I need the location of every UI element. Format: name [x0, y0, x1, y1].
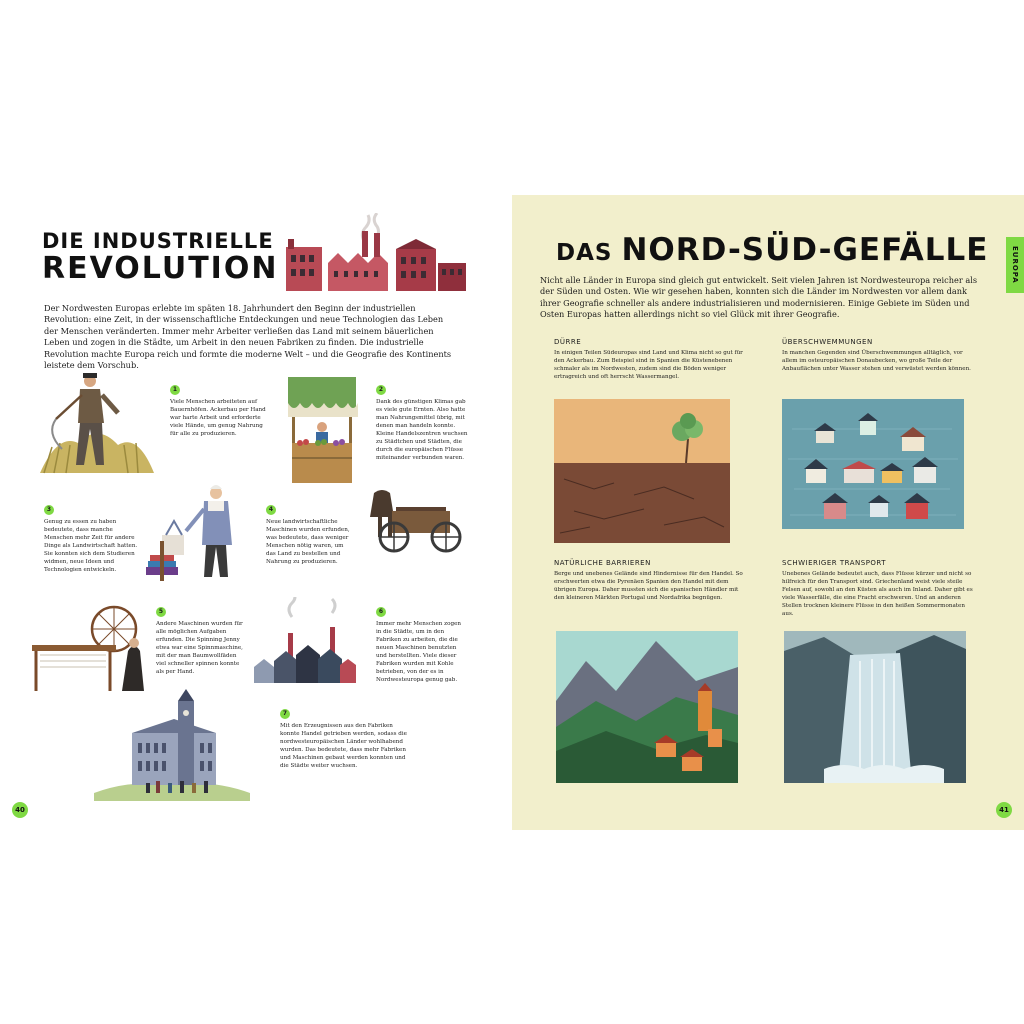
step-text: Dank des günstigen Klimas gab es viele gute Ernten. Also hatte man Nahrungsmittel übrig, mit denen man handeln konnte. Kleine Handelszentren wuchsen zu Städtchen und Städten, die durch die europäischen Flüsse miteinander verbunden waren.: [376, 399, 468, 461]
section-text: In manchen Gegenden sind Überschwemmungen alltäglich, vor allem im osteuropäischen Donaubecken, wo große Teile der Anbauflächen unter Wasser stehen und verwüstet werden können.: [782, 350, 971, 372]
factory-illustration: [284, 213, 468, 293]
section-heading: ÜBERSCHWEMMUNGEN: [782, 338, 873, 346]
title-prefix: DAS: [556, 240, 622, 266]
step-number: 3: [44, 505, 54, 515]
spinning-jenny-illustration: [30, 605, 148, 695]
right-page: [512, 195, 1024, 830]
intro-text-left: Der Nordwesten Europas erlebte im späten 18. Jahrhundert den Beginn der industriellen Revolution: eine Zeit, in der wissenschaftliche Entdeckungen und neue Technologien das Leben der Menschen veränderten. Immer mehr Arbeiter verließen das Land mit seinem bäuerlichen Leben und zogen in die Städte, um Arbeit in den neuen Fabriken zu finden. Die industrielle Revolution machte Europa reich und formte die moderne Welt – und die Geografie des Kontinents leistete dem Vorschub.: [44, 303, 452, 371]
section-tab-label: EUROPA: [1011, 246, 1019, 284]
waterfall-illustration: [784, 631, 966, 783]
title-line-1: DIE INDUSTRIELLE: [42, 229, 274, 253]
scholar-illustration: [144, 485, 244, 585]
step-6: [376, 607, 468, 684]
section-heading: SCHWIERIGER TRANSPORT: [782, 559, 887, 567]
step-number: 6: [376, 607, 386, 617]
section-text: In einigen Teilen Südeuropas sind Land und Klima nicht so gut für den Ackerbau. Zum Beispiel sind in Spanien die Küstenebenen schmaler als im Nordwesten, zudem sind die Böden weniger ertragreich und oft herrscht Wassermangel.: [554, 350, 743, 380]
farm-machine-illustration: [366, 487, 462, 557]
left-page: [0, 195, 512, 830]
step-text: Andere Maschinen wurden für alle möglichen Aufgaben erfunden. Die Spinning Jenny etwa war eine Spinnmaschine, mit der man Baumwollfäden viel schneller spinnen konnte als per Hand.: [156, 621, 243, 675]
intro-text-right: Nicht alle Länder in Europa sind gleich gut entwickelt. Seit vielen Jahren ist Nordwesteuropa reicher als der Süden und Osten. Wie wir gesehen haben, konnten sich die Länder im Nordwesten vor allem dank ihrer Geografie schneller als andere industrialisieren und modernisieren. Einige Gebiete im Süden und Osten Europas hatten allerdings nicht so viel Glück mit ihrer Geografie.: [540, 275, 978, 320]
step-2: [376, 385, 468, 462]
page-number-left: 40: [12, 802, 28, 818]
step-3: [44, 505, 140, 574]
town-hall-illustration: [92, 689, 252, 803]
page-number-right: 41: [996, 802, 1012, 818]
page-title-left: [42, 231, 278, 284]
step-5: [156, 607, 246, 676]
step-7: [280, 709, 414, 770]
section-difficult-transport: [782, 559, 976, 618]
section-floods: [782, 338, 976, 373]
step-number: 1: [170, 385, 180, 395]
section-heading: NATÜRLICHE BARRIEREN: [554, 559, 651, 567]
flood-illustration: [782, 399, 964, 529]
factory-town-illustration: [252, 597, 358, 687]
step-4: [266, 505, 352, 566]
section-text: Berge und unebenes Gelände sind Hindernisse für den Handel. So erschwerten etwa die Pyrenäen Spanien den Handel mit dem übrigen Europa. Daher mussten sich die spanischen Händler mit den kleineren Märkten Portugal und Nordafrika begnügen.: [554, 571, 743, 601]
market-stall-illustration: [286, 375, 358, 485]
title-line-2: REVOLUTION: [42, 251, 279, 286]
step-number: 2: [376, 385, 386, 395]
step-1: [170, 385, 270, 438]
step-text: Neue landwirtschaftliche Maschinen wurden erfunden, was bedeutete, dass weniger Menschen nötig waren, um das Land zu bestellen und Nahrung zu produzieren.: [266, 519, 350, 565]
section-tab: [1006, 237, 1024, 293]
section-heading: DÜRRE: [554, 338, 582, 346]
page-title-right: [556, 233, 988, 266]
step-text: Viele Menschen arbeiteten auf Bauernhöfen. Ackerbau per Hand war harte Arbeit und erforderte viele Hände, um genug Nahrung für alle zu produzieren.: [170, 399, 266, 437]
section-drought: [554, 338, 744, 381]
step-text: Immer mehr Menschen zogen in die Städte, um in den Fabriken zu arbeiten, die die neuen Maschinen benutzten und herstellten. Viele dieser Fabriken wurden mit Kohle betrieben, von der es in Nordwesteuropa genug gab.: [376, 621, 461, 683]
section-natural-barriers: [554, 559, 744, 602]
farmer-scythe-illustration: [38, 373, 156, 477]
step-text: Genug zu essen zu haben bedeutete, dass manche Menschen mehr Zeit für andere Dinge als Landwirtschaft hatten. Sie konnten sich dem Studieren widmen, neue Ideen und Technologien entwickeln.: [44, 519, 138, 573]
section-text: Unebenes Gelände bedeutet auch, dass Flüsse kürzer und nicht so hilfreich für den Transport sind. Griechenland weist viele steile Felsen auf, sowohl an den Küsten als auch im Inland. Daher gibt es viele Wasserfälle, die eine Fracht erschweren. Und an anderen Stellen trocknen kleinere Flüsse in den heißen Sommermonaten aus.: [782, 571, 973, 617]
step-number: 4: [266, 505, 276, 515]
title-main: NORD-SÜD-GEFÄLLE: [621, 232, 989, 268]
step-number: 7: [280, 709, 290, 719]
step-number: 5: [156, 607, 166, 617]
step-text: Mit den Erzeugnissen aus den Fabriken konnte Handel getrieben werden, sodass die nordwesteuropäischen Länder wohlhabend wurden. Das bedeutete, dass mehr Fabriken und Maschinen gebaut werden konnten und die Städte weiter wuchsen.: [280, 723, 407, 769]
mountains-illustration: [556, 631, 738, 783]
drought-illustration: [554, 399, 730, 543]
